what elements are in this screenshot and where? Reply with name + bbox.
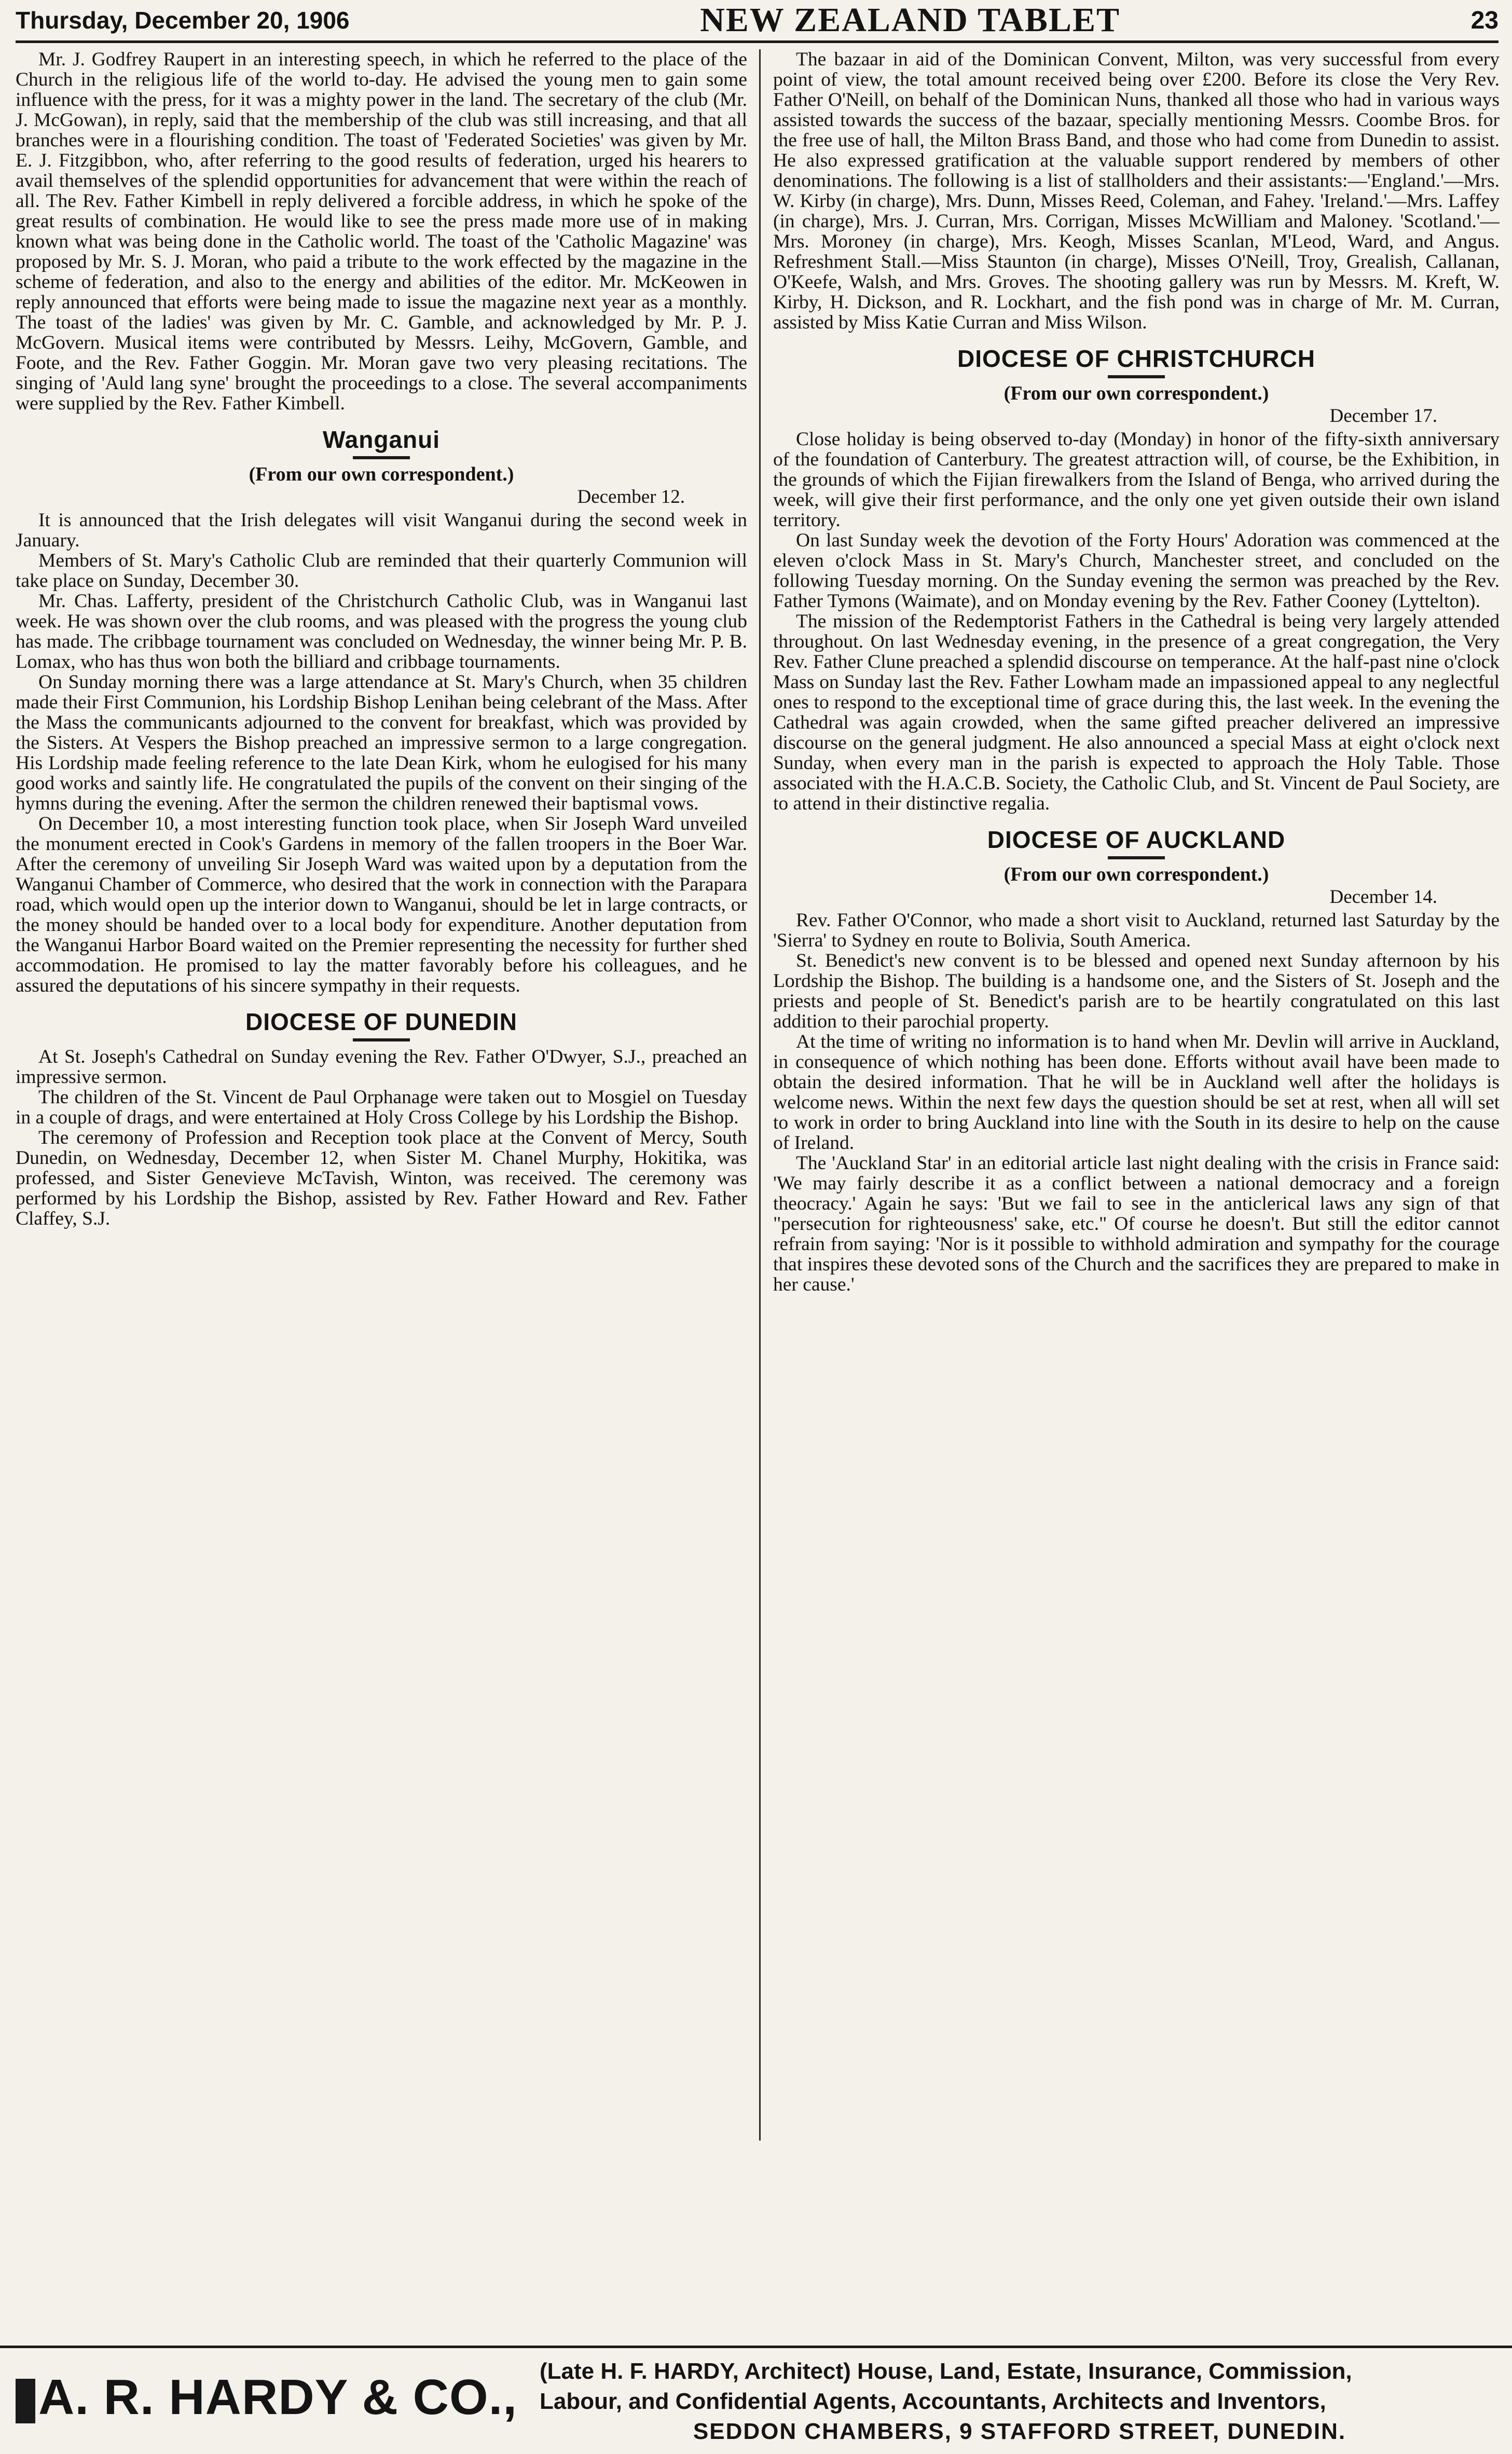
heading-rule [1108, 856, 1165, 859]
article-paragraph: Rev. Father O'Connor, who made a short visit to Auckland, returned last Saturday by the 'Sierra' to Sydney en route to Bolivia, South America. [773, 910, 1500, 951]
advert-details [540, 2356, 1500, 2447]
newspaper-title: NEW ZEALAND TABLET [700, 1, 1120, 39]
issue-date: Thursday, December 20, 1906 [16, 7, 350, 34]
article-paragraph: At St. Joseph's Cathedral on Sunday evening the Rev. Father O'Dwyer, S.J., preached an impressive sermon. [16, 1046, 747, 1088]
article-paragraph: It is announced that the Irish delegates will visit Wanganui during the second week in January. [16, 510, 747, 551]
wanganui-section [16, 425, 747, 996]
article-paragraph: The 'Auckland Star' in an editorial article last night dealing with the crisis in France said: 'We may fairly describe it as a conflict between a national democracy and a foreign theocracy.' Again he says: 'But we fail to see in the anticlerical laws any sign of that "persecution for righteousness' sake, etc." Of course he doesn't. But still the editor cannot refrain from saying: 'Nor is it possible to withhold admiration and sympathy for the courage that inspires these devoted sons of the Church and the sacrifices they are prepared to make in her cause.' [773, 1153, 1500, 1295]
section-heading: DIOCESE OF DUNEDIN [245, 1008, 518, 1035]
article-paragraph: At the time of writing no information is to hand when Mr. Devlin will arrive in Auckland, in consequence of which nothing has been done. Efforts without avail have been made to obtain the desired information. That he will be in Auckland well after the holidays is welcome news. Within the next few days the question should be set at rest, when all will set to work in order to bring Auckland into line with the South in its desire to help on the cause of Ireland. [773, 1031, 1500, 1154]
article-paragraph: The children of the St. Vincent de Paul Orphanage were taken out to Mosgiel on Tuesday in a couple of drags, and were entertained at Holy Cross College by his Lordship the Bishop. [16, 1087, 747, 1128]
section-dateline: December 14. [1329, 886, 1437, 908]
column-divider [759, 49, 761, 2141]
section-byline: (From our own correspondent.) [1004, 863, 1269, 885]
article-paragraph: St. Benedict's new convent is to be blessed and opened next Sunday afternoon by his Lordship the Bishop. The building is a handsome one, and the Sisters of St. Joseph and the priests and people of St. Benedict's parish are to be heartily congratulated on this last addition to their parochial property. [773, 950, 1500, 1032]
milton-bazaar-report [773, 49, 1500, 333]
christchurch-section [773, 344, 1500, 814]
advertiser-name [16, 2369, 524, 2426]
heading-rule [1108, 375, 1165, 378]
article-paragraph: Mr. Chas. Lafferty, president of the Christchurch Catholic Club, was in Wanganui last week. He was shown over the club rooms, and was pleased with the progress the young club has made. The cribbage tournament was concluded on Wednesday, the winner being Mr. P. B. Lomax, who has thus won both the billiard and cribbage tournaments. [16, 591, 747, 673]
section-heading: Wanganui [322, 426, 441, 453]
decorative-bar-icon [16, 2379, 35, 2423]
article-paragraph: Members of St. Mary's Catholic Club are reminded that their quarterly Communion will take place on Sunday, December 30. [16, 550, 747, 592]
article-paragraph: On December 10, a most interesting function took place, when Sir Joseph Ward unveiled the monument erected in Cook's Gardens in memory of the fallen troopers in the Boer War. After the ceremony of unveiling Sir Joseph Ward was waited upon by a deputation from the Wanganui Chamber of Commerce, who desired that the work in connection with the Parapara road, which would open up the interior down to Wanganui, should be let in large contracts, or the money should be handed over to a local body for expenditure. Another deputation from the Wanganui Harbor Board waited on the Premier representing the necessity for further shed accommodation. He promised to lay the matter favorably before his colleagues, and he assured the deputations of his sincere sympathy in their requests. [16, 813, 747, 996]
dunedin-section [16, 1007, 747, 1229]
section-dateline: December 12. [577, 486, 685, 508]
article-paragraph: Mr. J. Godfrey Raupert in an interesting speech, in which he referred to the place of the Church in the religious life of the world to-day. He advised the young men to gain some influence with the press, for it was a mighty power in the land. The secretary of the club (Mr. J. McGowan), in reply, said that the membership of the club was still increasing, and that all branches were in a flourishing condition. The toast of 'Federated Societies' was given by Mr. E. J. Fitzgibbon, who, after referring to the good results of federation, urged his hearers to avail themselves of the splendid opportunities for advancement that were within the reach of all. The Rev. Father Kimbell in reply delivered a forcible address, in which he spoke of the great results of combination. He would like to see the press made more use of in making known what was being done in the Catholic world. The toast of the 'Catholic Magazine' was proposed by Mr. S. J. Moran, who paid a tribute to the work effected by the magazine in the scheme of federation, and also to the energy and abilities of the editor. Mr. McKeowen in reply announced that efforts were being made to issue the magazine next year as a monthly. The toast of the ladies' was given by Mr. C. Gamble, and acknowledged by Mr. P. J. McGovern. Musical items were contributed by Messrs. Leihy, McGovern, Gamble, and Foote, and the Rev. Father Goggin. Mr. Moran gave two very pleasing recitations. The singing of 'Auld lang syne' brought the proceedings to a close. The several accompaniments were supplied by the Rev. Father Kimbell. [16, 49, 747, 414]
advert-line-2: Labour, and Confidential Agents, Accountants, Architects and Inventors, [540, 2389, 1326, 2414]
auckland-section [773, 825, 1500, 1295]
heading-rule [353, 1038, 410, 1041]
section-dateline: December 17. [1329, 405, 1437, 427]
left-column [16, 49, 747, 2141]
section-byline: (From our own correspondent.) [1004, 382, 1269, 404]
advert-address: SEDDON CHAMBERS, 9 STAFFORD STREET, DUNEDIN. [693, 2419, 1346, 2444]
page-number: 23 [1470, 6, 1499, 34]
section-heading: DIOCESE OF AUCKLAND [987, 826, 1286, 853]
heading-rule [353, 456, 410, 459]
article-paragraph: The ceremony of Profession and Reception took place at the Convent of Mercy, South Dunedin, on Wednesday, December 12, when Sister M. Chanel Murphy, Hokitika, was professed, and Sister Genevieve McTavish, Winton, was received. The ceremony was performed by his Lordship the Bishop, assisted by Rev. Father Howard and Rev. Father Claffey, S.J. [16, 1127, 747, 1229]
section-heading: DIOCESE OF CHRISTCHURCH [957, 345, 1316, 372]
article-paragraph: On last Sunday week the devotion of the Forty Hours' Adoration was commenced at the eleven o'clock Mass in St. Mary's Church, Manchester street, and concluded on the following Tuesday morning. On the Sunday evening the sermon was preached by the Rev. Father Tymons (Waimate), and on Monday evening by the Rev. Father Cooney (Lyttelton). [773, 530, 1500, 612]
hardy-advertisement [0, 2346, 1512, 2454]
article-paragraph: On Sunday morning there was a large attendance at St. Mary's Church, when 35 children made their First Communion, his Lordship Bishop Lenihan being celebrant of the Mass. After the Mass the communicants adjourned to the convent for breakfast, which was provided by the Sisters. At Vespers the Bishop preached an impressive sermon to a large congregation. His Lordship made feeling reference to the late Dean Kirk, whom he eulogised for his many good works and saintly life. He congratulated the pupils of the convent on their singing of the hymns during the evening. After the sermon the children renewed their baptismal vows. [16, 671, 747, 814]
advertiser-name-text: A. R. HARDY & CO., [38, 2369, 517, 2425]
article-paragraph: Close holiday is being observed to-day (Monday) in honor of the fifty-sixth anniversary of the foundation of Canterbury. The greatest attraction will, of course, be the Exhibition, in the grounds of which the Fijian firewalkers from the Island of Benga, who arrived during the week, will give their first performance, and the only one yet given outside their own island territory. [773, 429, 1500, 531]
masthead [16, 0, 1499, 43]
right-column [773, 49, 1500, 2141]
section-byline: (From our own correspondent.) [249, 463, 514, 485]
advert-line-1: (Late H. F. HARDY, Architect) House, Land, Estate, Insurance, Commission, [540, 2359, 1352, 2384]
article-paragraph: The mission of the Redemptorist Fathers in the Cathedral is being very largely attended throughout. On last Wednesday evening, in the presence of a great congregation, the Very Rev. Father Clune preached a splendid discourse on temperance. At the half-past nine o'clock Mass on Sunday last the Rev. Father Lowham made an impassioned appeal to any neglectful ones to respond to the exceptional time of grace during this, the last week. In the evening the Cathedral was again crowded, when the same gifted preacher delivered an impressive discourse on the general judgment. He also announced a special Mass at eight o'clock next Sunday, when every man in the parish is expected to approach the Holy Table. Those associated with the H.A.C.B. Society, the Catholic Club, and St. Vincent de Paul Society, are to attend in their distinctive regalia. [773, 611, 1500, 814]
federation-report [16, 49, 747, 414]
article-paragraph: The bazaar in aid of the Dominican Convent, Milton, was very successful from every point of view, the total amount received being over £200. Before its close the Very Rev. Father O'Neill, on behalf of the Dominican Nuns, thanked all those who had in various ways assisted towards the success of the bazaar, specially mentioning Messrs. Coombe Bros. for the free use of hall, the Milton Brass Band, and those who had come from Dunedin to assist. He also expressed gratification at the valuable support rendered by members of other denominations. The following is a list of stallholders and their assistants:—'England.'—Mrs. W. Kirby (in charge), Mrs. Dunn, Misses Reed, Coleman, and Fahey. 'Ireland.'—Mrs. Laffey (in charge), Mrs. J. Curran, Mrs. Corrigan, Misses McWilliam and Maloney. 'Scotland.'—Mrs. Moroney (in charge), Mrs. Keogh, Misses Scanlan, M'Leod, Ward, and Angus. Refreshment Stall.—Miss Staunton (in charge), Misses O'Neill, Troy, Grealish, Callanan, O'Keefe, Walsh, and Mrs. Groves. The shooting gallery was run by Messrs. M. Kreft, W. Kirby, H. Dickson, and R. Lockhart, and the fish pond was in charge of Mr. M. Curran, assisted by Miss Katie Curran and Miss Wilson. [773, 49, 1500, 333]
